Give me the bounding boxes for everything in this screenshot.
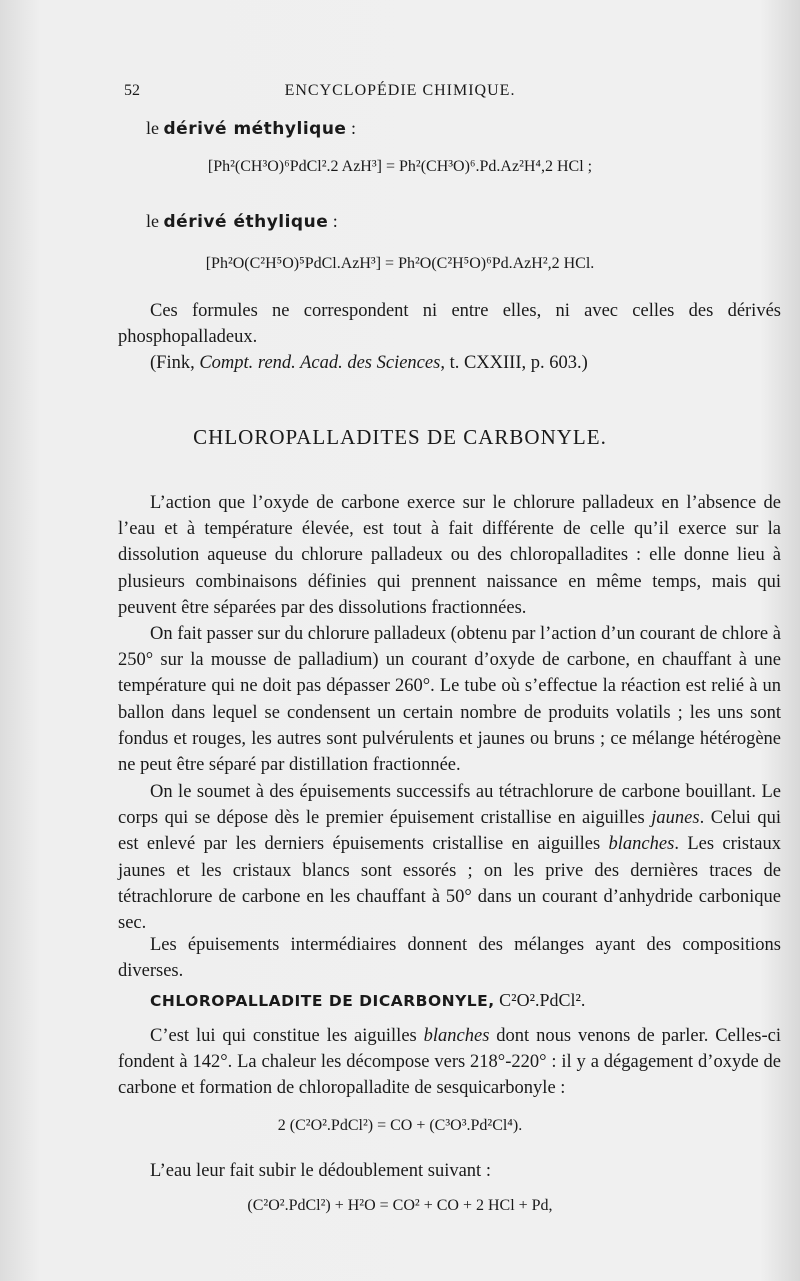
ethyl-label: le dérivé éthylique : — [146, 211, 338, 232]
paragraph-formulas: Ces formules ne correspondent ni entre elles, ni avec celles des dérivés phosphopalladeux. — [118, 301, 781, 348]
page-number: 52 — [124, 82, 140, 99]
ethyl-formula: [Ph²O(C²H⁵O)⁵PdCl.AzH³] = Ph²O(C²H⁵O)⁶Pd.AzH²,2 HCl. — [205, 255, 595, 272]
paragraph-3: On le soumet à des épuisements successifs au tétrachlorure de carbone bouillant. Le corps qui se dépose dès le premier épuisement cristallise en aiguilles jaunes. Celui qui est enlevé par les derniers épuisements cristallise en aiguilles blanches. Les cristaux jaunes et les cristaux blancs sont essorés ; on les prive des dernières traces de tétrachlorure de carbone en les chauffant à 50° dans un courant d’anhydride carbonique sec. — [118, 782, 781, 934]
methyl-label: le dérivé méthylique : — [146, 118, 356, 139]
methyl-label-bold: dérivé méthylique — [163, 119, 347, 139]
compound-formula: C²O².PdCl². — [499, 990, 586, 1010]
paragraph-4: Les épuisements intermédiaires donnent des mélanges ayant des compositions diverses. — [118, 935, 781, 982]
methyl-formula: [Ph²(CH³O)⁶PdCl².2 AzH³] = Ph²(CH³O)⁶.Pd.Az²H⁴,2 HCl ; — [207, 158, 593, 175]
citation: (Fink, Compt. rend. Acad. des Sciences, t. CXXIII, p. 603.) — [150, 353, 588, 373]
equation-1: 2 (C²O².PdCl²) = CO + (C³O³.Pd²Cl⁴). — [277, 1117, 523, 1134]
equation-2: (C²O².PdCl²) + H²O = CO² + CO + 2 HCl + Pd, — [247, 1197, 553, 1214]
compound-name: CHLOROPALLADITE DE DICARBONYLE, — [150, 992, 495, 1010]
paragraph-6: L’eau leur fait subir le dédoublement suivant : — [150, 1161, 491, 1181]
paragraph-1: L’action que l’oxyde de carbone exerce sur le chlorure palladeux en l’absence de l’eau et à température élevée, est tout à fait différente de celle qu’il exerce sur la dissolution aqueuse du chlorure palladeux ou des chloropalladites : elle donne lieu à plusieurs combinaisons définies qui prennent naissance en même temps, mais qui peuvent être séparées par des dissolutions fractionnées. — [118, 493, 781, 618]
paragraph-5: C’est lui qui constitue les aiguilles blanches dont nous venons de parler. Celles-ci fondent à 142°. La chaleur les décompose vers 218°-220° : il y a dégagement d’oxyde de carbone et formation de chloropalladite de sesquicarbonyle : — [118, 1026, 781, 1099]
running-title: ENCYCLOPÉDIE CHIMIQUE. — [284, 82, 516, 99]
page-header — [124, 82, 676, 104]
section-title: CHLOROPALLADITES DE CARBONYLE. — [193, 425, 607, 449]
compound-heading — [150, 990, 585, 1011]
ethyl-label-bold: dérivé éthylique — [163, 212, 329, 232]
paragraph-2: On fait passer sur du chlorure palladeux (obtenu par l’action d’un courant de chlore à 250° sur la mousse de palladium) un courant d’oxyde de carbone, en chauffant à une température qui ne doit pas dépasser 260°. Le tube où s’effectue la réaction est relié à un ballon dans lequel se condensent un certain nombre de produits volatils ; les uns sont fondus et rouges, les autres sont pulvérulents et jaunes ou bruns ; ce mélange hétérogène ne peut être séparé par distillation fractionnée. — [118, 624, 781, 776]
